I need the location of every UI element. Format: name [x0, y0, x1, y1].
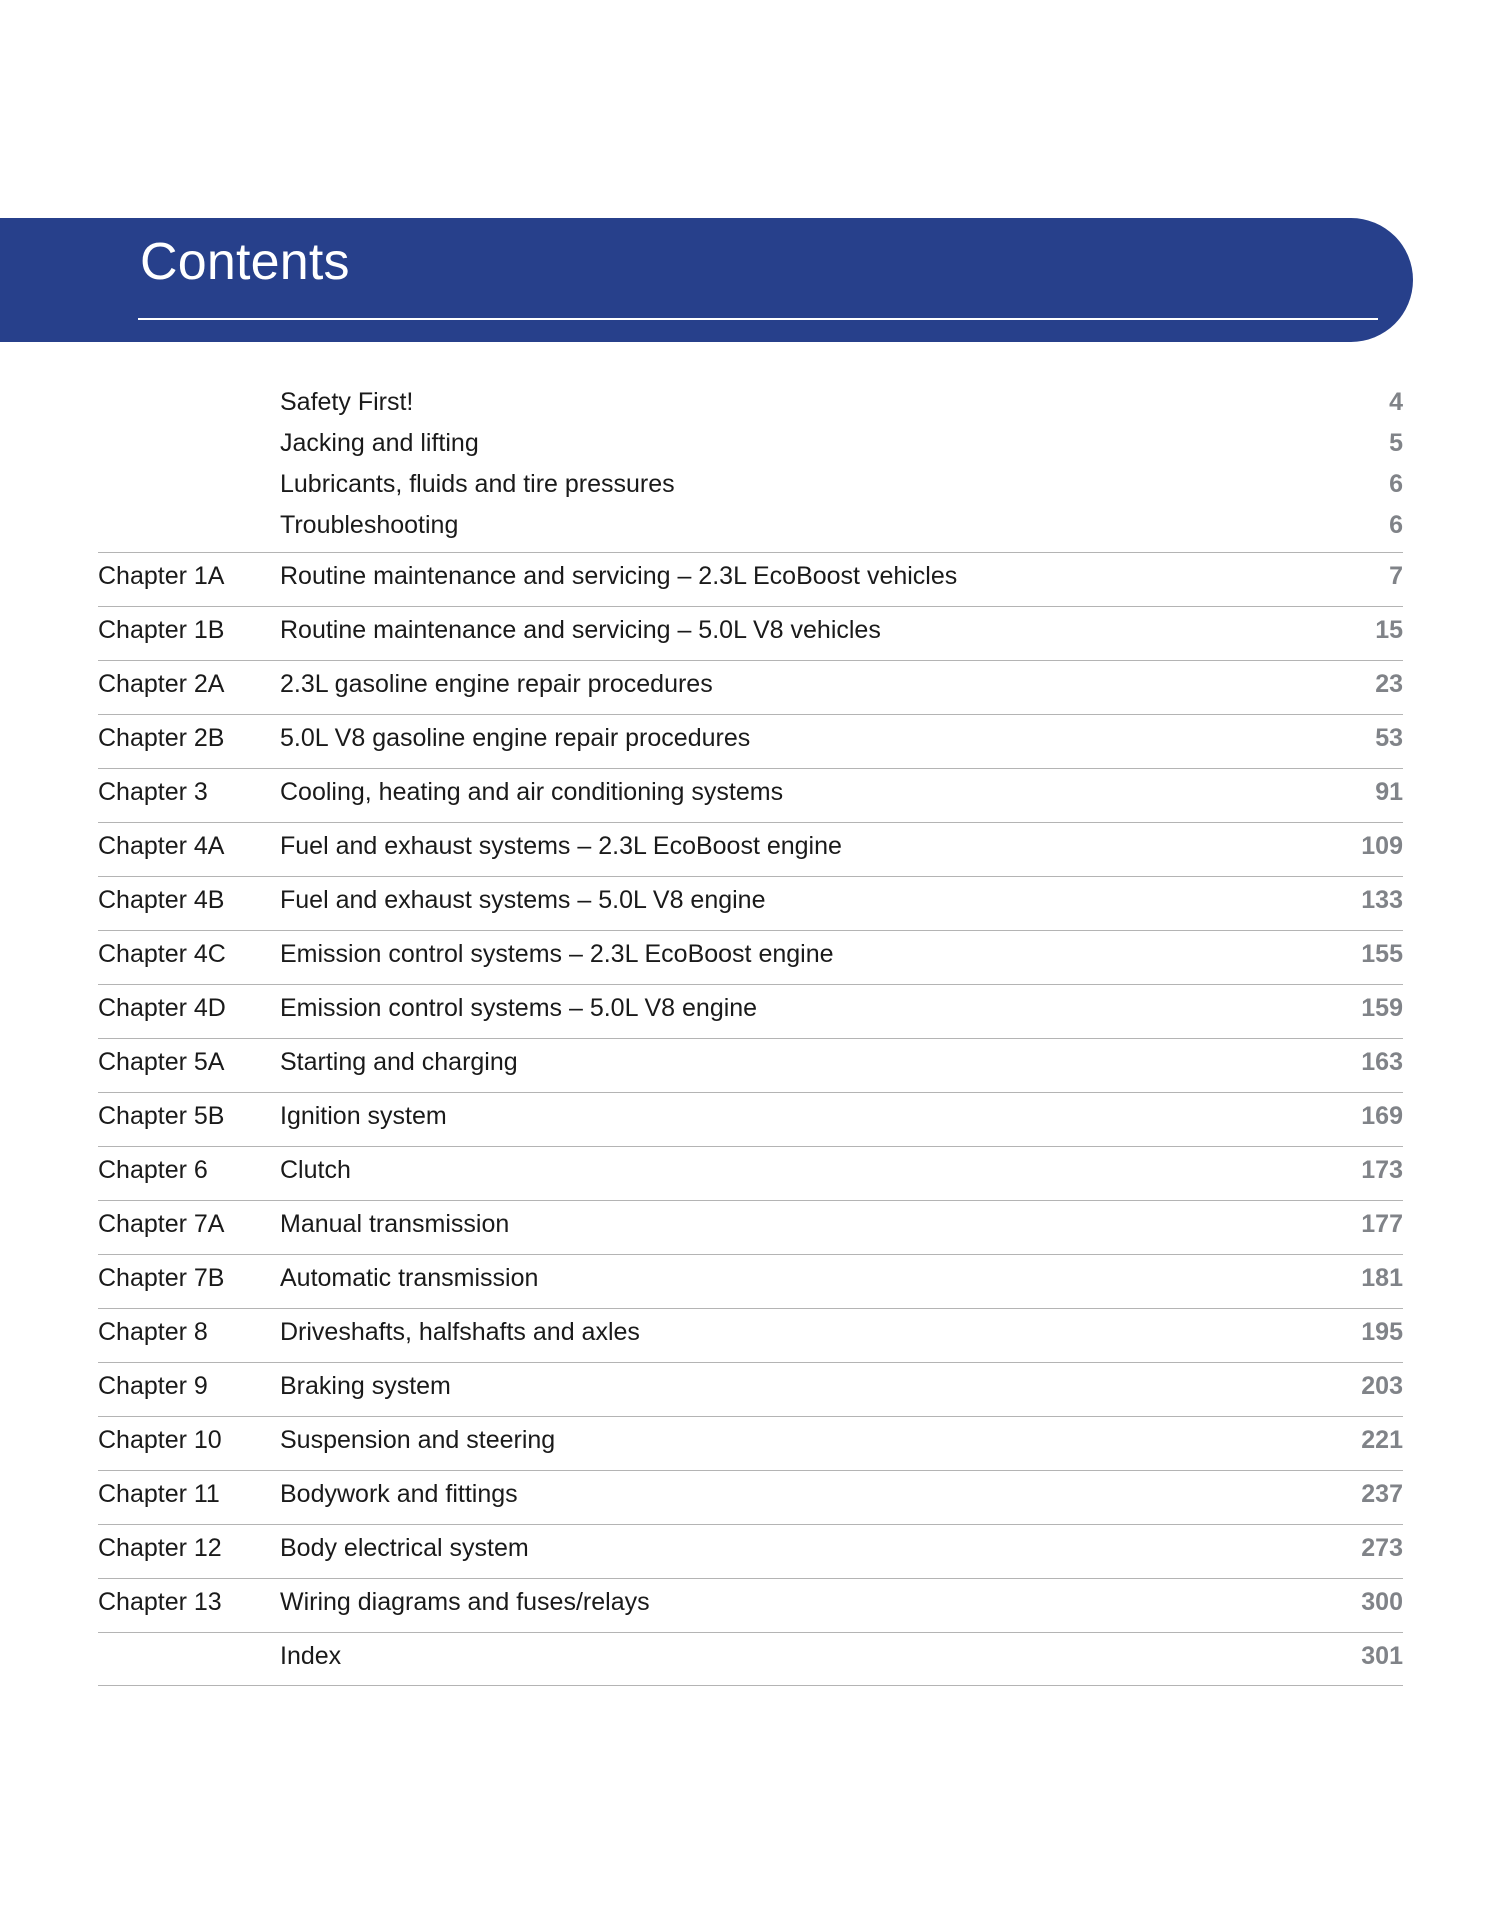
toc-row[interactable] — [98, 552, 1403, 606]
toc-entry-title[interactable]: 2.3L gasoline engine repair procedures — [280, 670, 713, 698]
page-title: Contents — [140, 233, 350, 291]
toc-page-number: 237 — [1361, 1480, 1403, 1508]
toc-page-number: 177 — [1361, 1210, 1403, 1238]
toc-chapter-label: Chapter 5B — [98, 1102, 225, 1130]
toc-page-number: 4 — [1389, 388, 1403, 416]
toc-row[interactable] — [98, 1578, 1403, 1632]
chapter-entry-list — [98, 552, 1403, 1686]
toc-page-number: 203 — [1361, 1372, 1403, 1400]
toc-row[interactable] — [98, 470, 1403, 511]
toc-row[interactable] — [98, 1362, 1403, 1416]
toc-page-number: 273 — [1361, 1534, 1403, 1562]
toc-page-number: 7 — [1389, 562, 1403, 590]
toc-chapter-label: Chapter 7A — [98, 1210, 225, 1238]
toc-entry-title[interactable]: Lubricants, fluids and tire pressures — [280, 470, 675, 498]
toc-chapter-label: Chapter 10 — [98, 1426, 222, 1454]
toc-entry-title[interactable]: Fuel and exhaust systems – 5.0L V8 engine — [280, 886, 766, 914]
toc-entry-title[interactable]: Suspension and steering — [280, 1426, 556, 1454]
toc-page-number: 15 — [1375, 616, 1403, 644]
toc-chapter-label: Chapter 9 — [98, 1372, 208, 1400]
toc-row[interactable] — [98, 606, 1403, 660]
toc-row[interactable] — [98, 1470, 1403, 1524]
toc-row[interactable] — [98, 660, 1403, 714]
toc-row[interactable] — [98, 1146, 1403, 1200]
toc-chapter-label: Chapter 2A — [98, 670, 225, 698]
toc-chapter-label: Chapter 1B — [98, 616, 225, 644]
toc-row[interactable] — [98, 1308, 1403, 1362]
toc-entry-title[interactable]: Wiring diagrams and fuses/relays — [280, 1588, 650, 1616]
toc-chapter-label: Chapter 4C — [98, 940, 226, 968]
toc-entry-title[interactable]: Cooling, heating and air conditioning systems — [280, 778, 784, 806]
toc-entry-title[interactable]: Body electrical system — [280, 1534, 529, 1562]
toc-entry-title[interactable]: Fuel and exhaust systems – 2.3L EcoBoost engine — [280, 832, 842, 860]
toc-page-number: 91 — [1375, 778, 1403, 806]
toc-page-number: 155 — [1361, 940, 1403, 968]
toc-row[interactable] — [98, 1254, 1403, 1308]
toc-chapter-label: Chapter 12 — [98, 1534, 222, 1562]
toc-page-number: 133 — [1361, 886, 1403, 914]
toc-row[interactable] — [98, 984, 1403, 1038]
toc-chapter-label: Chapter 2B — [98, 724, 225, 752]
toc-page-number: 169 — [1361, 1102, 1403, 1130]
toc-row[interactable] — [98, 388, 1403, 429]
toc-chapter-label: Chapter 6 — [98, 1156, 208, 1184]
contents-banner — [0, 218, 1413, 342]
toc-chapter-label: Chapter 7B — [98, 1264, 225, 1292]
toc-entry-title[interactable]: Starting and charging — [280, 1048, 518, 1076]
toc-page-number: 221 — [1361, 1426, 1403, 1454]
toc-entry-title[interactable]: Troubleshooting — [280, 511, 459, 539]
toc-row[interactable] — [98, 768, 1403, 822]
toc-row[interactable] — [98, 930, 1403, 984]
toc-page-number: 301 — [1361, 1642, 1403, 1670]
toc-chapter-label: Chapter 11 — [98, 1480, 220, 1508]
toc-row[interactable] — [98, 822, 1403, 876]
toc-entry-title[interactable]: Clutch — [280, 1156, 351, 1184]
toc-chapter-label: Chapter 3 — [98, 778, 208, 806]
table-of-contents — [98, 388, 1403, 1686]
toc-row[interactable] — [98, 1416, 1403, 1470]
toc-page-number: 181 — [1361, 1264, 1403, 1292]
toc-entry-title[interactable]: Ignition system — [280, 1102, 447, 1130]
toc-entry-title[interactable]: Jacking and lifting — [280, 429, 479, 457]
toc-page-number: 5 — [1389, 429, 1403, 457]
toc-row[interactable] — [98, 429, 1403, 470]
toc-chapter-label: Chapter 4D — [98, 994, 226, 1022]
toc-entry-title[interactable]: Emission control systems – 5.0L V8 engine — [280, 994, 758, 1022]
banner-divider — [138, 318, 1378, 320]
toc-page-number: 195 — [1361, 1318, 1403, 1346]
toc-chapter-label: Chapter 1A — [98, 562, 225, 590]
toc-page-number: 23 — [1375, 670, 1403, 698]
toc-page-number: 53 — [1375, 724, 1403, 752]
toc-entry-title[interactable]: Driveshafts, halfshafts and axles — [280, 1318, 640, 1346]
toc-entry-title[interactable]: Index — [280, 1642, 342, 1670]
toc-page-number: 173 — [1361, 1156, 1403, 1184]
intro-entry-list — [98, 388, 1403, 552]
toc-entry-title[interactable]: Automatic transmission — [280, 1264, 539, 1292]
toc-page-number: 109 — [1361, 832, 1403, 860]
toc-entry-title[interactable]: 5.0L V8 gasoline engine repair procedures — [280, 724, 751, 752]
toc-entry-title[interactable]: Routine maintenance and servicing – 5.0L V8 vehicles — [280, 616, 881, 644]
toc-row[interactable] — [98, 1038, 1403, 1092]
toc-row[interactable] — [98, 1092, 1403, 1146]
toc-chapter-label: Chapter 5A — [98, 1048, 225, 1076]
toc-chapter-label: Chapter 4A — [98, 832, 225, 860]
toc-page-number: 300 — [1361, 1588, 1403, 1616]
toc-page-number: 163 — [1361, 1048, 1403, 1076]
toc-page-number: 159 — [1361, 994, 1403, 1022]
toc-row[interactable] — [98, 1524, 1403, 1578]
toc-chapter-label: Chapter 8 — [98, 1318, 208, 1346]
toc-chapter-label: Chapter 4B — [98, 886, 225, 914]
toc-entry-title[interactable]: Safety First! — [280, 388, 414, 416]
toc-row[interactable] — [98, 876, 1403, 930]
toc-entry-title[interactable]: Manual transmission — [280, 1210, 510, 1238]
toc-row[interactable] — [98, 714, 1403, 768]
toc-entry-title[interactable]: Emission control systems – 2.3L EcoBoost engine — [280, 940, 834, 968]
toc-chapter-label: Chapter 13 — [98, 1588, 222, 1616]
toc-row[interactable] — [98, 511, 1403, 552]
toc-entry-title[interactable]: Bodywork and fittings — [280, 1480, 518, 1508]
toc-page-number: 6 — [1389, 470, 1403, 498]
toc-page-number: 6 — [1389, 511, 1403, 539]
toc-row[interactable] — [98, 1632, 1403, 1686]
toc-row[interactable] — [98, 1200, 1403, 1254]
toc-entry-title[interactable]: Braking system — [280, 1372, 451, 1400]
toc-entry-title[interactable]: Routine maintenance and servicing – 2.3L EcoBoost vehicles — [280, 562, 958, 590]
